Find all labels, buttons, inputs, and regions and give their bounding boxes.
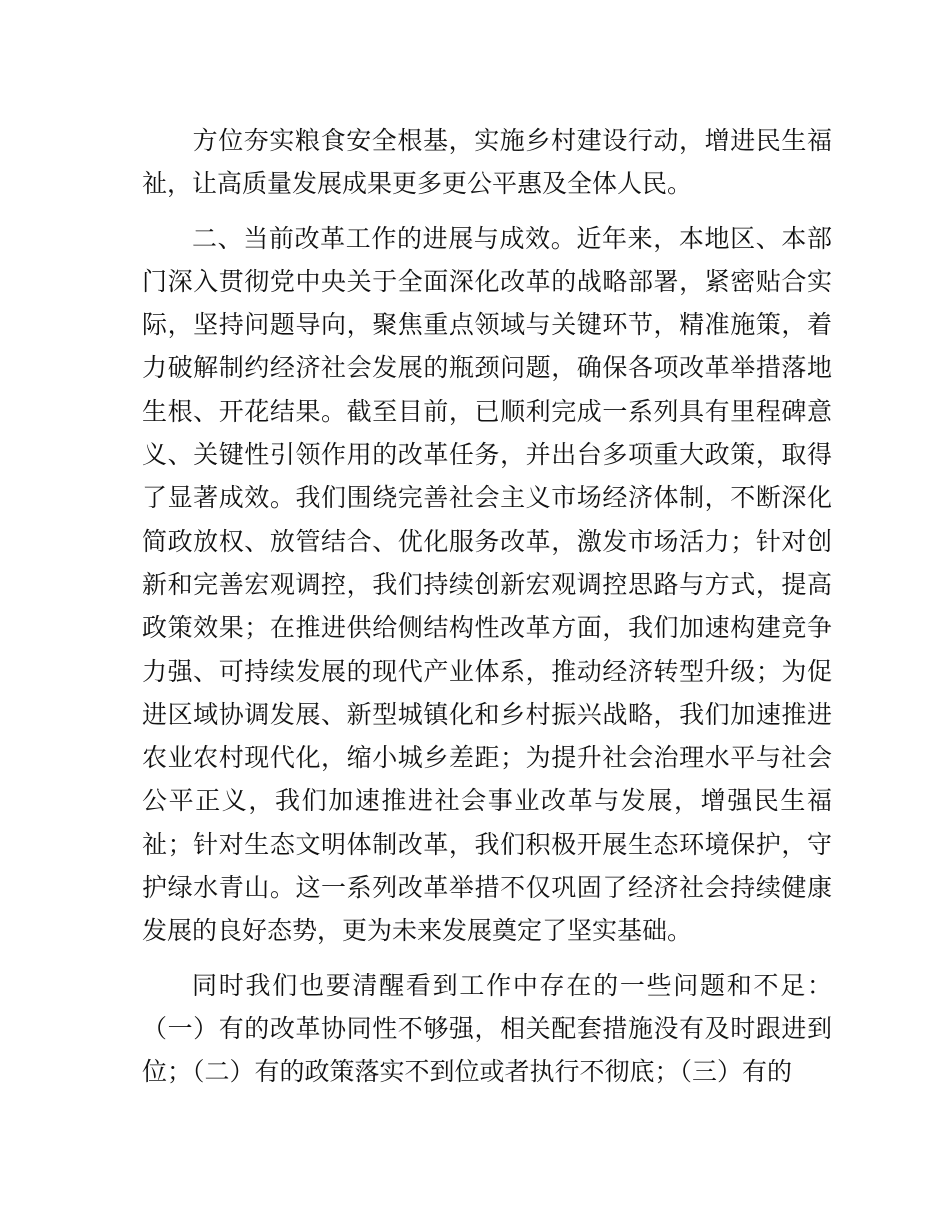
paragraph-problems: 同时我们也要清醒看到工作中存在的一些问题和不足：（一）有的改革协同性不够强，相关配套措施没有及时跟进到位；（二）有的政策落实不到位或者执行不彻底；（三）有的 (142, 970, 832, 1087)
paragraph-continued (142, 119, 832, 206)
document-body (142, 119, 832, 1094)
paragraph-text: 方位夯实粮食安全根基，实施乡村建设行动，增进民生福祉，让高质量发展成果更多更公平惠及全体人民。 (142, 126, 832, 199)
paragraph-reform-progress: 二、当前改革工作的进展与成效。近年来，本地区、本部门深入贯彻党中央关于全面深化改革的战略部署，紧密贴合实际，坚持问题导向，聚焦重点领域与关键环节，精准施策，着力破解制约经济社会发展的瓶颈问题，确保各项改革举措落地生根、开花结果。截至目前，已顺利完成一系列具有里程碑意义、关键性引领作用的改革任务，并出台多项重大政策，取得了显著成效。我们围绕完善社会主义市场经济体制，不断深化简政放权、放管结合、优化服务改革，激发市场活力；针对创新和完善宏观调控，我们持续创新宏观调控思路与方式，提高政策效果；在推进供给侧结构性改革方面，我们加速构建竞争力强、可持续发展的现代产业体系，推动经济转型升级；为促进区域协调发展、新型城镇化和乡村振兴战略，我们加速推进农业农村现代化，缩小城乡差距；为提升社会治理水平与社会公平正义，我们加速推进社会事业改革与发展，增强民生福祉；针对生态文明体制改革，我们积极开展生态环境保护，守护绿水青山。这一系列改革举措不仅巩固了经济社会持续健康发展的良好态势，更为未来发展奠定了坚实基础。 (142, 223, 832, 946)
